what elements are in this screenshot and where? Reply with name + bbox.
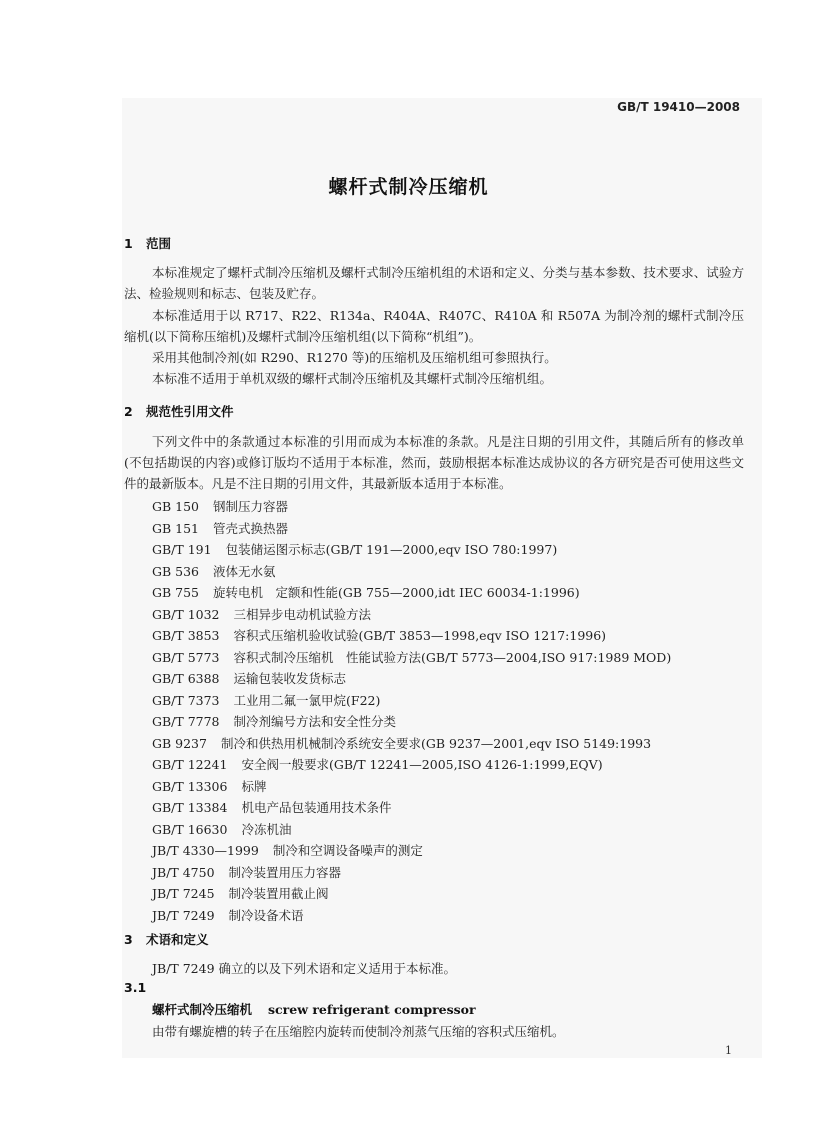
reference-item xyxy=(152,647,752,669)
reference-item xyxy=(152,862,752,884)
reference-item xyxy=(152,668,752,690)
page-number: 1 xyxy=(725,1044,732,1057)
document-title: 螺杆式制冷压缩机 xyxy=(328,176,489,198)
section-title: 术语和定义 xyxy=(146,932,209,947)
reference-code: GB/T 12241 xyxy=(152,757,228,772)
term-english: screw refrigerant compressor xyxy=(268,1002,476,1017)
reference-code: GB 536 xyxy=(152,563,200,579)
reference-title: 标牌 xyxy=(241,778,267,794)
reference-item xyxy=(152,561,752,583)
reference-title: 制冷设备术语 xyxy=(228,907,304,923)
term-entry xyxy=(152,1000,476,1018)
reference-title: 旋转电机 定额和性能(GB 755—2000,idt IEC 60034-1:1996) xyxy=(213,585,580,600)
reference-item xyxy=(152,539,752,561)
reference-code: GB/T 5773 xyxy=(152,649,220,665)
scope-paragraph-1: 本标准规定了螺杆式制冷压缩机及螺杆式制冷压缩机组的术语和定义、分类与基本参数、技术要求、试验方法、检验规则和标志、包装及贮存。 xyxy=(124,265,744,301)
reference-item xyxy=(152,690,752,712)
section-number: 1 xyxy=(124,236,133,251)
reference-title: 钢制压力容器 xyxy=(213,499,289,514)
reference-item xyxy=(152,518,752,540)
reference-title: 包装储运图示标志(GB/T 191—2000,eqv ISO 780:1997) xyxy=(225,542,558,557)
section-heading-terms xyxy=(124,930,209,948)
scope-paragraph-2: 本标准适用于以 R717、R22、R134a、R404A、R407C、R410A 和 R507A 为制冷剂的螺杆式制冷压缩机(以下简称压缩机)及螺杆式制冷压缩机组(以下简称“机组”)。 xyxy=(124,308,744,344)
clause-number: 3.1 xyxy=(124,980,147,995)
section-heading-normative-refs xyxy=(124,402,234,420)
reference-title: 冷冻机油 xyxy=(241,821,292,837)
section-number: 3 xyxy=(124,932,133,947)
terms-intro: JB/T 7249 确立的以及下列术语和定义适用于本标准。 xyxy=(152,961,457,976)
reference-item xyxy=(152,883,752,905)
section-number: 2 xyxy=(124,404,133,419)
normative-refs-intro: 下列文件中的条款通过本标准的引用而成为本标准的条款。凡是注日期的引用文件，其随后所有的修改单(不包括勘误的内容)或修订版均不适用于本标准，然而，鼓励根据本标准达成协议的各方研究是否可使用这些文件的最新版本。凡是不注日期的引用文件，其最新版本适用于本标准。 xyxy=(124,434,744,491)
reference-title: 液体无水氨 xyxy=(213,563,276,579)
term-chinese: 螺杆式制冷压缩机 xyxy=(152,1002,253,1017)
reference-title: 制冷和供热用机械制冷系统安全要求(GB 9237—2001,eqv ISO 5149:1993 xyxy=(220,735,652,751)
reference-code: GB/T 3853 xyxy=(152,628,220,643)
reference-code: GB 755 xyxy=(152,585,200,600)
reference-title: 制冷和空调设备噪声的测定 xyxy=(272,843,423,858)
reference-code: GB 9237 xyxy=(152,735,207,751)
standard-code: GB/T 19410—2008 xyxy=(617,100,740,114)
section-heading-scope xyxy=(124,234,171,252)
reference-item xyxy=(152,819,752,841)
reference-code: GB/T 7373 xyxy=(152,692,220,708)
section-title: 范围 xyxy=(146,236,172,251)
reference-title: 制冷装置用压力容器 xyxy=(228,864,342,880)
scope-paragraph-3: 采用其他制冷剂(如 R290、R1270 等)的压缩机及压缩机组可参照执行。 xyxy=(152,350,557,365)
term-definition: 由带有螺旋槽的转子在压缩腔内旋转而使制冷剂蒸气压缩的容积式压缩机。 xyxy=(152,1024,565,1039)
reference-item xyxy=(152,711,752,733)
reference-code: GB/T 13384 xyxy=(152,800,228,815)
reference-title: 运输包装收发货标志 xyxy=(233,671,347,686)
reference-title: 管壳式换热器 xyxy=(213,520,289,536)
reference-title: 三相异步电动机试验方法 xyxy=(233,606,372,622)
reference-title: 安全阀一般要求(GB/T 12241—2005,ISO 4126-1:1999,EQV) xyxy=(241,757,603,772)
reference-code: GB/T 7778 xyxy=(152,714,220,729)
reference-item xyxy=(152,797,752,819)
reference-item xyxy=(152,754,752,776)
reference-code: JB/T 4750 xyxy=(152,864,215,880)
reference-title: 容积式压缩机验收试验(GB/T 3853—1998,eqv ISO 1217:1996) xyxy=(233,628,607,643)
reference-code: JB/T 7249 xyxy=(152,907,215,923)
reference-item xyxy=(152,582,752,604)
reference-item xyxy=(152,604,752,626)
reference-code: GB 150 xyxy=(152,499,200,514)
reference-title: 机电产品包装通用技术条件 xyxy=(241,800,392,815)
reference-item xyxy=(152,776,752,798)
scope-paragraph-4: 本标准不适用于单机双级的螺杆式制冷压缩机及其螺杆式制冷压缩机组。 xyxy=(152,371,553,386)
reference-title: 制冷装置用截止阀 xyxy=(228,886,329,901)
reference-item xyxy=(152,840,752,862)
reference-list xyxy=(152,496,752,926)
reference-item xyxy=(152,905,752,927)
reference-title: 工业用二氟一氯甲烷(F22) xyxy=(233,692,381,708)
reference-code: GB/T 6388 xyxy=(152,671,220,686)
reference-title: 制冷剂编号方法和安全性分类 xyxy=(233,714,397,729)
reference-item xyxy=(152,625,752,647)
reference-code: GB/T 191 xyxy=(152,542,212,557)
reference-code: GB/T 13306 xyxy=(152,778,228,794)
reference-code: GB 151 xyxy=(152,520,200,536)
reference-code: JB/T 7245 xyxy=(152,886,215,901)
reference-code: GB/T 1032 xyxy=(152,606,220,622)
section-title: 规范性引用文件 xyxy=(146,404,234,419)
reference-code: GB/T 16630 xyxy=(152,821,228,837)
reference-item xyxy=(152,496,752,518)
reference-item xyxy=(152,733,752,755)
reference-code: JB/T 4330—1999 xyxy=(152,843,259,858)
reference-title: 容积式制冷压缩机 性能试验方法(GB/T 5773—2004,ISO 917:1989 MOD) xyxy=(233,649,672,665)
